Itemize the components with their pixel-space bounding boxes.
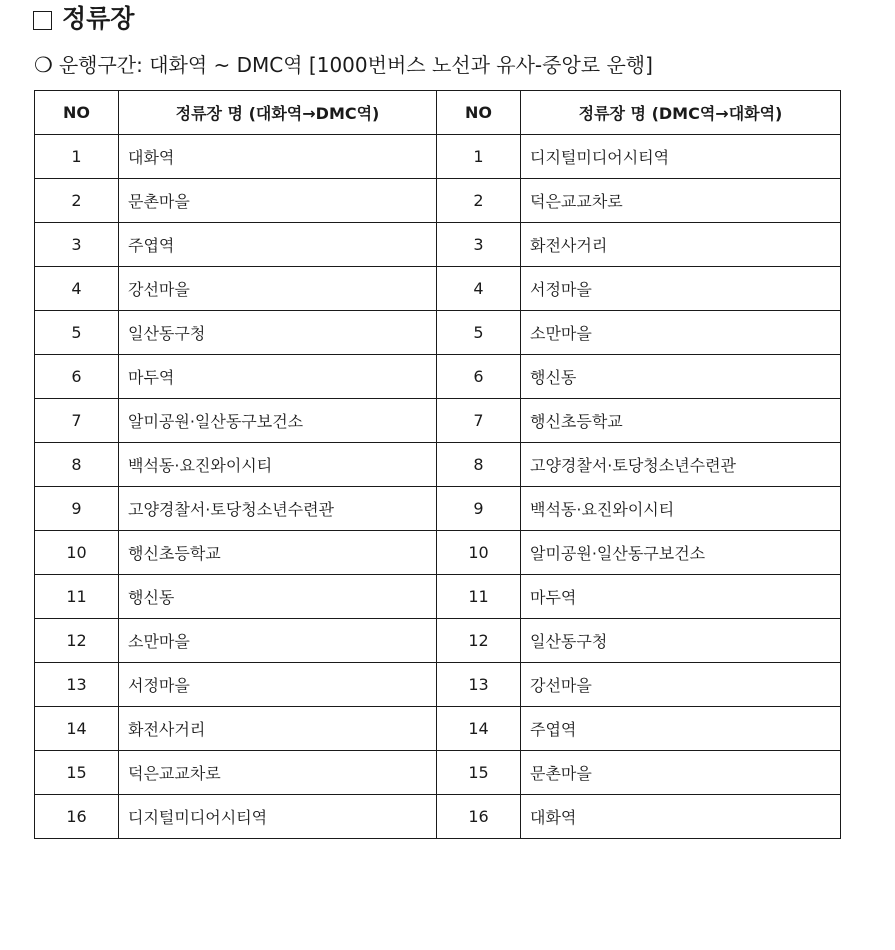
stop-number-outbound: 4 — [35, 267, 119, 311]
table-header-row — [35, 91, 841, 135]
stop-number-inbound: 7 — [437, 399, 521, 443]
stop-name-outbound: 강선마을 — [119, 267, 437, 311]
stop-name-inbound: 고양경찰서·토당청소년수련관 — [521, 443, 841, 487]
table-row — [35, 355, 841, 399]
bus-stop-table — [34, 90, 841, 839]
table-row — [35, 531, 841, 575]
table-row — [35, 135, 841, 179]
stop-number-inbound: 10 — [437, 531, 521, 575]
table-row — [35, 443, 841, 487]
stop-number-inbound: 1 — [437, 135, 521, 179]
stop-number-inbound: 13 — [437, 663, 521, 707]
stop-name-outbound: 알미공원·일산동구보건소 — [119, 399, 437, 443]
stop-number-inbound: 3 — [437, 223, 521, 267]
stop-number-outbound: 5 — [35, 311, 119, 355]
stop-name-inbound: 화전사거리 — [521, 223, 841, 267]
stop-number-outbound: 11 — [35, 575, 119, 619]
stop-number-outbound: 16 — [35, 795, 119, 839]
stop-name-outbound: 행신초등학교 — [119, 531, 437, 575]
stop-number-outbound: 3 — [35, 223, 119, 267]
stop-name-inbound: 디지털미디어시티역 — [521, 135, 841, 179]
stop-number-inbound: 2 — [437, 179, 521, 223]
circle-bullet-icon: ❍ — [34, 53, 53, 77]
page-title — [33, 2, 134, 36]
table-row — [35, 487, 841, 531]
stop-name-inbound: 서정마을 — [521, 267, 841, 311]
stop-name-outbound: 고양경찰서·토당청소년수련관 — [119, 487, 437, 531]
stop-name-outbound: 서정마을 — [119, 663, 437, 707]
route-description — [34, 50, 653, 80]
stop-number-inbound: 14 — [437, 707, 521, 751]
stop-number-outbound: 8 — [35, 443, 119, 487]
stop-name-outbound: 주엽역 — [119, 223, 437, 267]
stop-name-outbound: 덕은교교차로 — [119, 751, 437, 795]
stop-number-inbound: 5 — [437, 311, 521, 355]
table-row — [35, 223, 841, 267]
table-row — [35, 267, 841, 311]
table-row — [35, 751, 841, 795]
stop-number-inbound: 4 — [437, 267, 521, 311]
stop-name-inbound: 주엽역 — [521, 707, 841, 751]
stop-number-inbound: 16 — [437, 795, 521, 839]
stop-name-outbound: 일산동구청 — [119, 311, 437, 355]
stop-number-outbound: 15 — [35, 751, 119, 795]
table-row — [35, 707, 841, 751]
stop-number-inbound: 15 — [437, 751, 521, 795]
stop-name-outbound: 마두역 — [119, 355, 437, 399]
stop-name-outbound: 화전사거리 — [119, 707, 437, 751]
stop-name-outbound: 문촌마을 — [119, 179, 437, 223]
table-row — [35, 663, 841, 707]
header-no-inbound: NO — [437, 91, 521, 135]
header-stop-name-outbound: 정류장 명 (대화역→DMC역) — [119, 91, 437, 135]
stop-name-inbound: 행신초등학교 — [521, 399, 841, 443]
stop-number-outbound: 2 — [35, 179, 119, 223]
stop-name-inbound: 마두역 — [521, 575, 841, 619]
table-row — [35, 179, 841, 223]
stop-number-outbound: 1 — [35, 135, 119, 179]
stop-number-outbound: 13 — [35, 663, 119, 707]
stop-number-inbound: 8 — [437, 443, 521, 487]
table-row — [35, 619, 841, 663]
stop-name-inbound: 일산동구청 — [521, 619, 841, 663]
stop-name-inbound: 알미공원·일산동구보건소 — [521, 531, 841, 575]
table-row — [35, 795, 841, 839]
stop-number-outbound: 7 — [35, 399, 119, 443]
header-stop-name-inbound: 정류장 명 (DMC역→대화역) — [521, 91, 841, 135]
route-description-text: 운행구간: 대화역 ~ DMC역 [1000번버스 노선과 유사-중앙로 운행] — [58, 53, 653, 77]
table-row — [35, 575, 841, 619]
page-title-text: 정류장 — [62, 4, 135, 33]
stop-number-inbound: 11 — [437, 575, 521, 619]
stop-number-outbound: 6 — [35, 355, 119, 399]
stop-name-inbound: 강선마을 — [521, 663, 841, 707]
table-row — [35, 399, 841, 443]
stop-name-inbound: 대화역 — [521, 795, 841, 839]
stop-name-inbound: 백석동·요진와이시티 — [521, 487, 841, 531]
stop-name-outbound: 소만마을 — [119, 619, 437, 663]
header-no-outbound: NO — [35, 91, 119, 135]
stop-name-inbound: 소만마을 — [521, 311, 841, 355]
stop-name-inbound: 덕은교교차로 — [521, 179, 841, 223]
stop-number-inbound: 12 — [437, 619, 521, 663]
stop-number-outbound: 9 — [35, 487, 119, 531]
stop-number-inbound: 9 — [437, 487, 521, 531]
stop-name-outbound: 대화역 — [119, 135, 437, 179]
stop-name-outbound: 행신동 — [119, 575, 437, 619]
stop-name-outbound: 백석동·요진와이시티 — [119, 443, 437, 487]
stop-number-inbound: 6 — [437, 355, 521, 399]
stop-number-outbound: 12 — [35, 619, 119, 663]
stop-number-outbound: 14 — [35, 707, 119, 751]
stop-name-inbound: 행신동 — [521, 355, 841, 399]
stop-name-outbound: 디지털미디어시티역 — [119, 795, 437, 839]
table-row — [35, 311, 841, 355]
stop-number-outbound: 10 — [35, 531, 119, 575]
stop-name-inbound: 문촌마을 — [521, 751, 841, 795]
checkbox-square-icon — [33, 11, 52, 30]
